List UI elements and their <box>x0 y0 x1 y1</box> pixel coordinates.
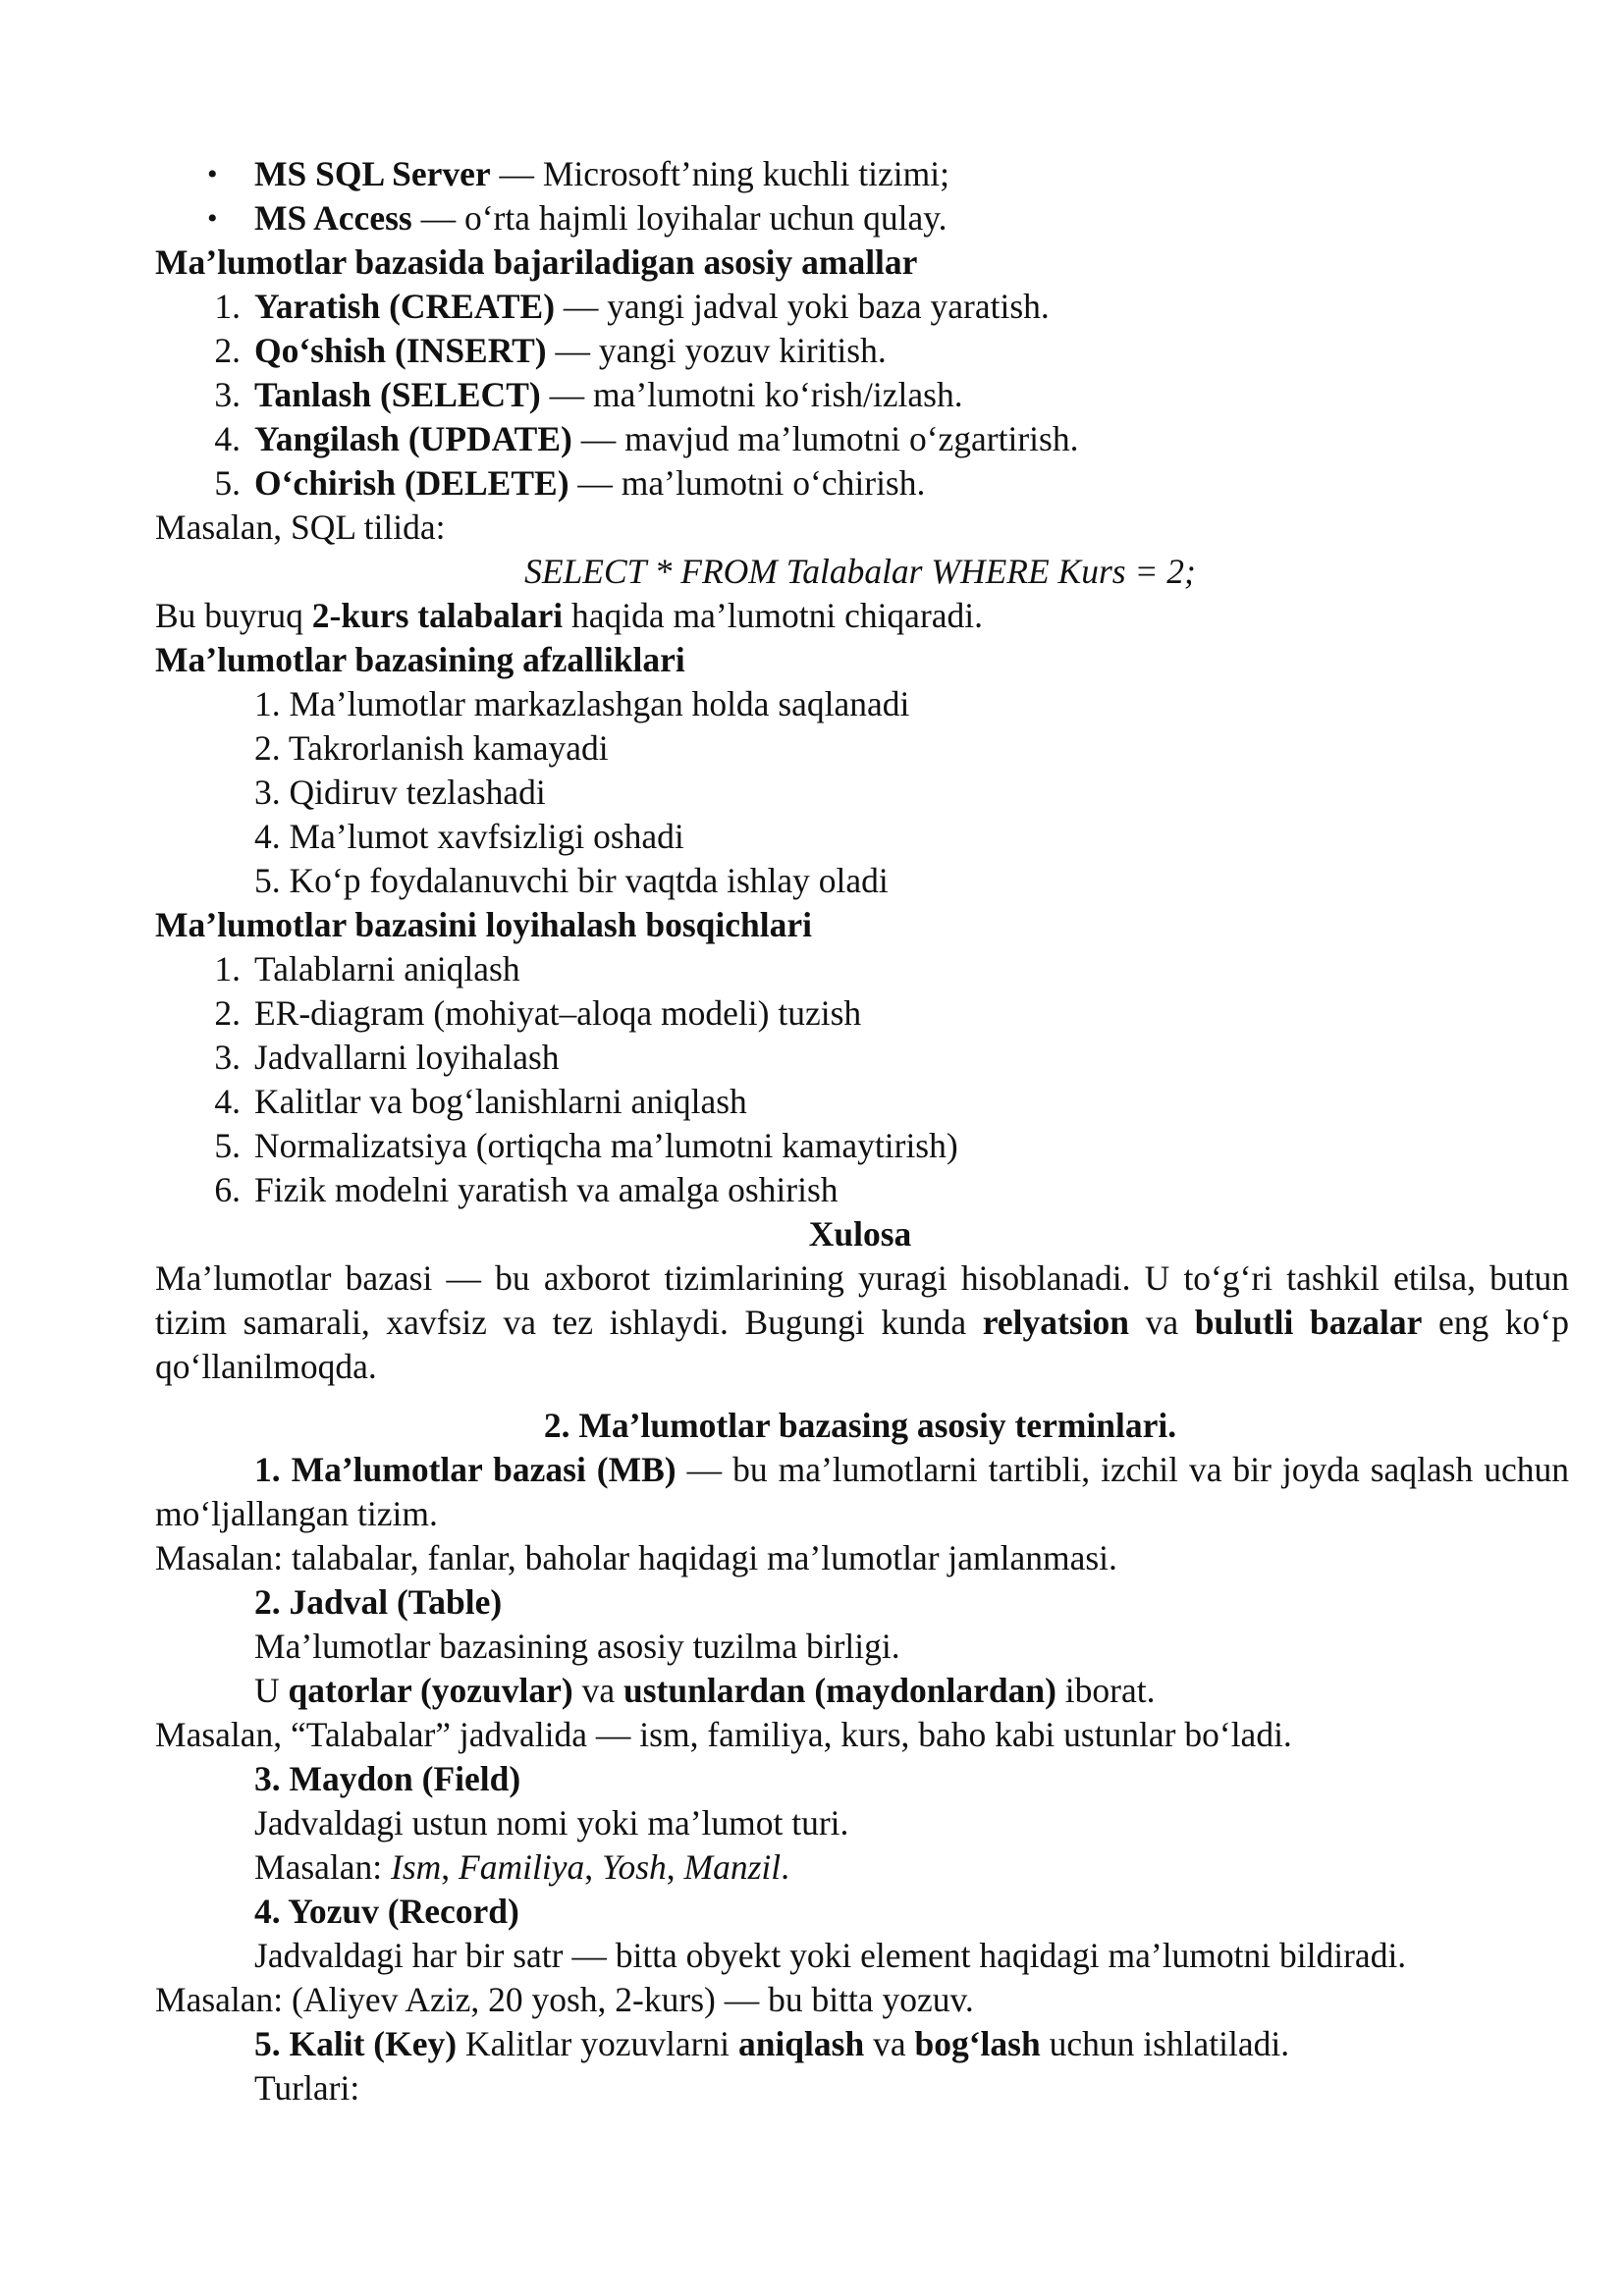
field-desc: Jadvaldagi ustun nomi yoki ma’lumot turi. <box>254 1803 849 1842</box>
conclusion-text: Ma’lumotlar bazasi — bu axborot tizimlarining yuragi hisoblanadi. U to‘g‘ri tashkil etilsa, butun tizim samarali, xavfsiz va tez ishlaydi. Bugungi kunda <box>155 1258 1569 1342</box>
operations-list <box>155 285 1565 506</box>
conclusion-paragraph <box>155 1256 1569 1389</box>
conclusion-text: va <box>1129 1303 1195 1342</box>
system-name: MS SQL Server <box>254 154 491 193</box>
design-stages-list <box>155 947 1565 1212</box>
field-example <box>155 1845 1565 1890</box>
italic-span: Ism <box>391 1847 442 1887</box>
list-item <box>155 991 1565 1036</box>
item-desc: — ma’lumotni ko‘rish/izlash. <box>540 375 963 414</box>
section-heading-operations: Ma’lumotlar bazasida bajariladigan asosiy amallar <box>155 242 918 282</box>
list-item: 5. Ko‘p foydalanuvchi bir vaqtda ishlay oladi <box>254 861 889 900</box>
item-number: 6. <box>214 1170 241 1209</box>
list-item <box>155 196 1565 240</box>
item-desc: — ma’lumotni o‘chirish. <box>568 463 926 503</box>
table-term: 2. Jadval (Table) <box>254 1582 503 1622</box>
conclusion-bold: relyatsion <box>982 1303 1130 1342</box>
item-number: 2. <box>214 331 241 370</box>
result-bold: 2-kurs talabalari <box>311 596 564 635</box>
item-number: 5. <box>214 463 241 503</box>
bold-span: aniqlash <box>737 2024 865 2063</box>
item-term: Tanlash (SELECT) <box>254 375 541 414</box>
term-title: 1. Ma’lumotlar bazasi (MB) <box>254 1450 677 1489</box>
list-item <box>155 373 1565 417</box>
item-term: Yangilash (UPDATE) <box>254 419 572 458</box>
result-text: haqida ma’lumotni chiqaradi. <box>563 596 984 635</box>
db-systems-list <box>155 152 1565 240</box>
item-number: 1. <box>214 949 241 988</box>
item-number: 4. <box>214 1082 241 1121</box>
italic-span: Manzil <box>683 1847 782 1887</box>
table-example: Masalan, “Talabalar” jadvalida — ism, familiya, kurs, baho kabi ustunlar bo‘ladi. <box>155 1715 1292 1754</box>
advantages-list <box>155 682 1565 903</box>
bold-span: bog‘lash <box>914 2024 1041 2063</box>
item-number: 2. <box>214 993 241 1033</box>
text-span: , <box>666 1847 684 1887</box>
item-number: 4. <box>214 419 241 458</box>
sql-result-text <box>155 594 1565 638</box>
conclusion-bold: bulutli bazalar <box>1194 1303 1423 1342</box>
item-number: 1. <box>214 287 241 326</box>
list-item: 2. Takrorlanish kamayadi <box>254 728 609 768</box>
bold-span: qatorlar (yozuvlar) <box>288 1671 573 1710</box>
item-text: Talablarni aniqlash <box>254 949 520 988</box>
list-item <box>155 1080 1565 1124</box>
list-item <box>155 417 1565 461</box>
item-number: 3. <box>214 1038 241 1077</box>
sql-example: SELECT * FROM Talabalar WHERE Kurs = 2; <box>524 552 1196 591</box>
text-span: iborat. <box>1056 1671 1156 1710</box>
list-item <box>155 152 1565 196</box>
term-title: 5. Kalit (Key) <box>254 2024 458 2063</box>
item-term: Yaratish (CREATE) <box>254 287 556 326</box>
table-desc: Ma’lumotlar bazasining asosiy tuzilma birligi. <box>254 1627 900 1666</box>
section-heading-advantages: Ma’lumotlar bazasining afzalliklari <box>155 640 685 679</box>
example-intro: Masalan, SQL tilida: <box>155 507 446 547</box>
mb-example: Masalan: talabalar, fanlar, baholar haqidagi ma’lumotlar jamlanmasi. <box>155 1538 1117 1577</box>
item-text: Jadvallarni loyihalash <box>254 1038 560 1077</box>
item-number: 3. <box>214 375 241 414</box>
list-item <box>155 285 1565 329</box>
list-item: 3. Qidiruv tezlashadi <box>254 773 546 812</box>
conclusion-heading: Xulosa <box>808 1214 912 1254</box>
text-span: Masalan: <box>254 1847 392 1887</box>
record-example: Masalan: (Aliyev Aziz, 20 yosh, 2-kurs) — bu bitta yozuv. <box>155 1980 974 2019</box>
item-number: 5. <box>214 1126 241 1165</box>
list-item: 4. Ma’lumot xavfsizligi oshadi <box>254 817 684 856</box>
record-desc: Jadvaldagi har bir satr — bitta obyekt yoki element haqidagi ma’lumotni bildiradi. <box>254 1936 1407 1975</box>
item-term: Qo‘shish (INSERT) <box>254 331 547 370</box>
item-desc: — yangi jadval yoki baza yaratish. <box>555 287 1050 326</box>
terms-heading: 2. Ma’lumotlar bazasing asosiy terminlari. <box>543 1406 1177 1445</box>
list-item <box>155 461 1565 506</box>
item-text: Fizik modelni yaratish va amalga oshirish <box>254 1170 839 1209</box>
system-desc: — o‘rta hajmli loyihalar uchun qulay. <box>411 198 947 238</box>
list-item <box>155 329 1565 373</box>
system-desc: — Microsoft’ning kuchli tizimi; <box>490 154 949 193</box>
result-text: Bu buyruq <box>155 596 312 635</box>
list-item <box>155 1036 1565 1080</box>
text-span: Kalitlar yozuvlarni <box>457 2024 738 2063</box>
item-desc: — mavjud ma’lumotni o‘zgartirish. <box>571 419 1079 458</box>
list-item <box>155 1168 1565 1212</box>
item-desc: — yangi yozuv kiritish. <box>546 331 887 370</box>
term-desc: — bu ma’lumotlarni tartibli, izchil va bir joyda saqlash uchun mo‘ljallangan tizim. <box>155 1450 1569 1533</box>
item-term: O‘chirish (DELETE) <box>254 463 569 503</box>
text-span: uchun ishlatiladi. <box>1040 2024 1290 2063</box>
mb-definition <box>155 1448 1569 1536</box>
table-parts <box>155 1669 1565 1713</box>
text-span: va <box>864 2024 915 2063</box>
section-heading-design: Ma’lumotlar bazasini loyihalash bosqichlari <box>155 905 813 944</box>
key-definition <box>155 2022 1565 2066</box>
list-item: 1. Ma’lumotlar markazlashgan holda saqlanadi <box>254 684 910 723</box>
conclusion-text: eng ko‘p qo‘llanilmoqda. <box>155 1303 1569 1386</box>
item-text: Normalizatsiya (ortiqcha ma’lumotni kamaytirish) <box>254 1126 958 1165</box>
text-span: . <box>781 1847 790 1887</box>
record-term: 4. Yozuv (Record) <box>254 1892 519 1931</box>
bold-span: ustunlardan (maydonlardan) <box>623 1671 1056 1710</box>
key-types-label: Turlari: <box>254 2068 360 2108</box>
italic-span: Familiya <box>459 1847 585 1887</box>
text-span: , <box>584 1847 602 1887</box>
system-name: MS Access <box>254 198 412 238</box>
text-span: U <box>254 1671 289 1710</box>
text-span: , <box>441 1847 460 1887</box>
italic-span: Yosh <box>601 1847 667 1887</box>
field-term: 3. Maydon (Field) <box>254 1759 521 1798</box>
list-item <box>155 947 1565 991</box>
item-text: ER-diagram (mohiyat–aloqa modeli) tuzish <box>254 993 862 1033</box>
text-span: va <box>572 1671 623 1710</box>
list-item <box>155 1124 1565 1168</box>
item-text: Kalitlar va bog‘lanishlarni aniqlash <box>254 1082 747 1121</box>
